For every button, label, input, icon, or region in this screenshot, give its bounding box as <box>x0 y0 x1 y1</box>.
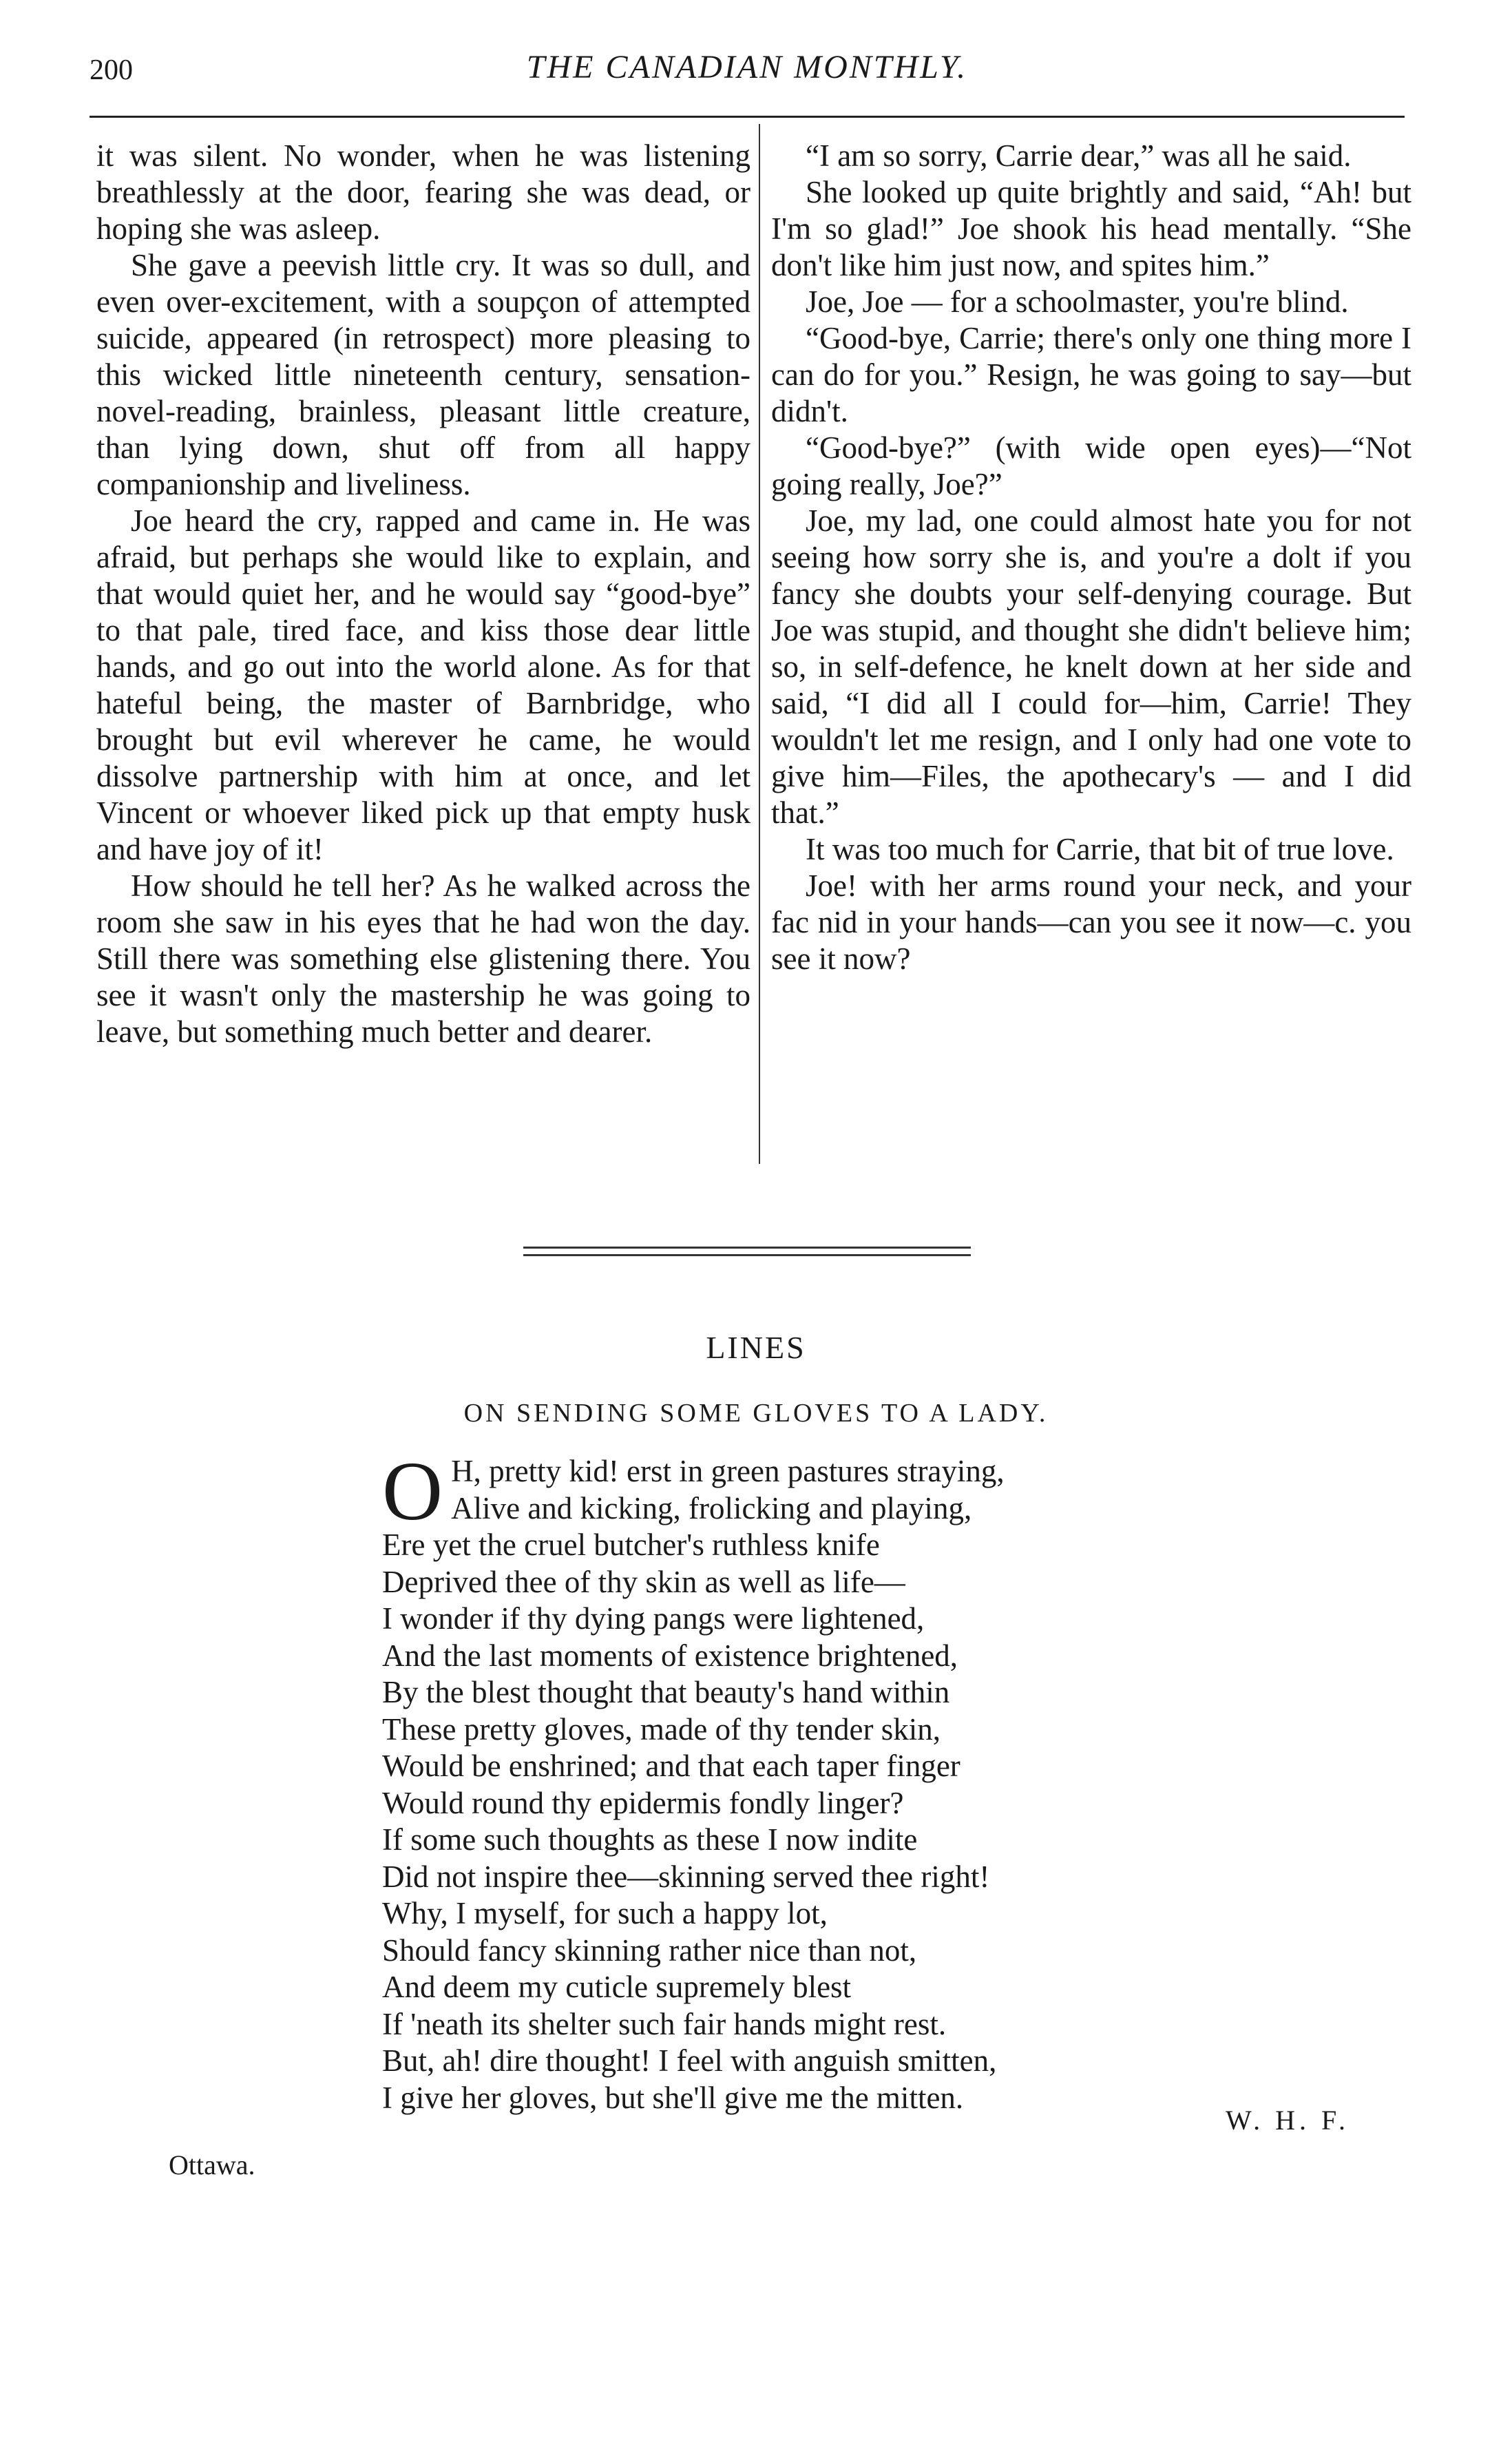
left-paragraph-2: She gave a peevish little cry. It was so dull, and even over-excitement, with a soupçon of attempted suicide, appeared (in retrospect) more pleasing to this wicked little nineteenth century, sensation-novel-reading, brainless, pleasant little creature, than lying down, shut off from all happy companionship and liveliness. <box>96 248 750 501</box>
poem-line: I give her gloves, but she'll give me the mitten. <box>382 2080 964 2115</box>
running-title: THE CANADIAN MONTHLY. <box>526 49 968 85</box>
poem-line: Alive and kicking, frolicking and playing, <box>451 1490 972 1525</box>
left-paragraph-1: it was silent. No wonder, when he was listening breathlessly at the door, fearing she was dead, or hoping she was asleep. <box>96 138 750 246</box>
poem-line: Deprived thee of thy skin as well as life— <box>382 1564 905 1599</box>
poem-line: These pretty gloves, made of thy tender skin, <box>382 1711 941 1747</box>
poem-line: I wonder if thy dying pangs were lightened, <box>382 1601 925 1636</box>
section-divider <box>523 1247 971 1262</box>
poem-line: H, pretty kid! erst in green pastures straying, <box>451 1454 1005 1488</box>
right-paragraph-2: She looked up quite brightly and said, “Ah! but I'm so glad!” Joe shook his head mentally. “She don't like him just now, and spites him.” <box>771 175 1411 282</box>
right-column <box>771 138 1411 977</box>
right-paragraph-1: “I am so sorry, Carrie dear,” was all he said. <box>806 138 1352 173</box>
poem-line: By the blest thought that beauty's hand within <box>382 1675 950 1709</box>
right-paragraph-4: “Good-bye, Carrie; there's only one thing more I can do for you.” Resign, he was going to say—but didn't. <box>771 321 1411 428</box>
right-paragraph-3: Joe, Joe — for a schoolmaster, you're blind. <box>806 284 1349 319</box>
column-divider <box>759 124 760 1164</box>
poem-line: Would be enshrined; and that each taper finger <box>382 1749 960 1783</box>
poem-subtitle: ON SENDING SOME GLOVES TO A LADY. <box>463 1399 1049 1428</box>
poem-line: If some such thoughts as these I now indite <box>382 1822 918 1857</box>
poem-line: Ere yet the cruel butcher's ruthless knife <box>382 1528 880 1562</box>
right-paragraph-8: Joe! with her arms round your neck, and your fac nid in your hands—can you see it now—c. you see it now? <box>771 868 1411 976</box>
poem-line: Should fancy skinning rather nice than not, <box>382 1932 917 1968</box>
right-paragraph-5: “Good-bye?” (with wide open eyes)—“Not going really, Joe?” <box>771 430 1411 501</box>
poem-line: Would round thy epidermis fondly linger? <box>382 1785 904 1820</box>
left-column <box>96 138 750 1050</box>
left-paragraph-3: Joe heard the cry, rapped and came in. He was afraid, but perhaps she would like to explain, and that would quiet her, and he would say “good-bye” to that pale, tired face, and kiss those dear little hands, and go out into the world alone. As for that hateful being, the master of Barnbridge, who brought but evil wherever he came, he would dissolve partnership with him at once, and let Vincent or whoever liked pick up that empty husk and have joy of it! <box>96 503 750 866</box>
page-number: 200 <box>90 54 133 86</box>
right-paragraph-7: It was too much for Carrie, that bit of true love. <box>806 832 1394 866</box>
page-header <box>90 41 1405 90</box>
header-rule <box>90 116 1405 118</box>
poem-body <box>382 1445 1208 2116</box>
poem-line: Did not inspire thee—skinning served thee right! <box>382 1859 990 1894</box>
left-paragraph-4: How should he tell her? As he walked across the room she saw in his eyes that he had won the day. Still there was something else glistening there. You see it wasn't only the mastership he was going to leave, but something much better and dearer. <box>96 868 750 1049</box>
poem-place: Ottawa. <box>169 2149 255 2180</box>
poem-signature: W. H. F. <box>1226 2105 1350 2136</box>
poem-title: LINES <box>706 1330 806 1365</box>
poem-line: And deem my cuticle supremely blest <box>382 1970 852 2004</box>
right-paragraph-6: Joe, my lad, one could almost hate you for not seeing how sorry she is, and you're a dolt if you fancy she doubts your self-denying courage. But Joe was stupid, and thought she didn't believe him; so, in self-defence, he knelt down at her side and said, “I did all I could for—him, Carrie! They wouldn't let me resign, and I only had one vote to give him—Files, the apothecary's — and I did that.” <box>771 503 1411 830</box>
poem-line: And the last moments of existence brightened, <box>382 1638 958 1673</box>
poem-line: But, ah! dire thought! I feel with anguish smitten, <box>382 2043 997 2078</box>
poem-line: If 'neath its shelter such fair hands might rest. <box>382 2006 947 2041</box>
drop-cap: O <box>382 1445 443 1538</box>
poem-line: Why, I myself, for such a happy lot, <box>382 1896 828 1930</box>
